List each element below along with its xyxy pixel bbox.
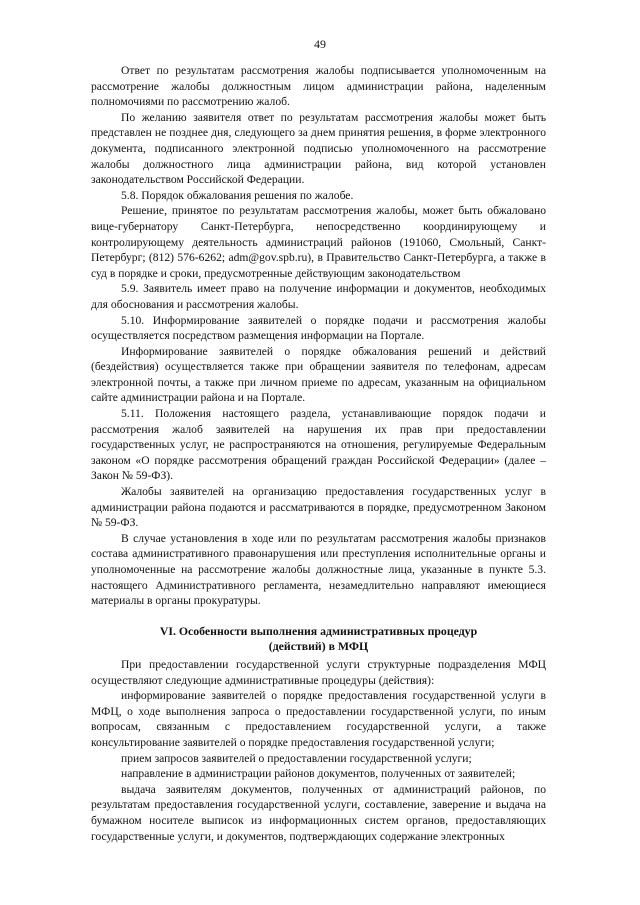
- paragraph: При предоставлении государственной услуги структурные подразделения МФЦ осуществляют следующие административные процедуры (действия):: [91, 657, 546, 687]
- paragraph: 5.10. Информирование заявителей о порядке подачи и рассмотрения жалобы осуществляется посредством размещения информации на Портале.: [91, 313, 546, 343]
- section-heading: [91, 624, 546, 655]
- paragraph: В случае установления в ходе или по результатам рассмотрения жалобы признаков состава административного правонарушения или преступления исполнительные органы и уполномоченные на рассмотрение жалобы должностные лица, указанные в пункте 5.3. настоящего Административного регламента, незамедлительно направляют имеющиеся материалы в органы прокуратуры.: [91, 531, 546, 608]
- paragraph: Ответ по результатам рассмотрения жалобы подписывается уполномоченным на рассмотрение жалобы должностным лицом администрации района, наделенным полномочиями по рассмотрению жалоб.: [91, 64, 546, 109]
- paragraph: прием запросов заявителей о предоставлении государственной услуги;: [121, 751, 472, 765]
- paragraph: Информирование заявителей о порядке обжалования решений и действий (бездействия) осуществляется также при обращении заявителя по телефонам, адресам электронной почты, а также при личном приеме по адресам, указанным на официальном сайте администрации района и на Портале.: [91, 344, 546, 405]
- paragraph: 5.8. Порядок обжалования решения по жалобе.: [121, 188, 354, 202]
- paragraph: По желанию заявителя ответ по результатам рассмотрения жалобы может быть представлен не позднее дня, следующего за днем принятия решения, в форме электронного документа, подписанного электронной подписью уполномоченного на рассмотрение жалобы должностного лица администрации района, вид которой установлен законодательством Российской Федерации.: [91, 110, 546, 187]
- page-body: [91, 63, 546, 844]
- paragraph: Жалобы заявителей на организацию предоставления государственных услуг в администрации района подаются и рассматриваются в порядке, предусмотренном Законом № 59-ФЗ.: [91, 485, 546, 530]
- section-heading-line-2: (действий) в МФЦ: [268, 639, 369, 654]
- paragraph: направление в администрации районов документов, полученных от заявителей;: [121, 767, 516, 781]
- paragraph: выдача заявителям документов, полученных от администраций районов, по результатам предоставления государственной услуги, составление, заверение и выдача на бумажном носителе выписок из информационных систем органов, предоставляющих государственные услуги, и документов, подтверждающих содержание электронных: [91, 782, 546, 843]
- paragraph: Решение, принятое по результатам рассмотрения жалобы, может быть обжаловано вице-губернатору Санкт-Петербурга, непосредственно координирующему и контролирующему деятельность администраций районов (191060, Смольный, Санкт-Петербург; (812) 576-6262; adm@gov.spb.ru), в Правительство Санкт-Петербурга, а также в суд в порядке и сроки, предусмотренные действующим законодательством: [91, 204, 546, 280]
- page-number: 49: [314, 37, 326, 51]
- section-heading-line-1: VI. Особенности выполнения административных процедур: [159, 623, 478, 638]
- paragraph: 5.11. Положения настоящего раздела, устанавливающие порядок подачи и рассмотрения жалоб заявителей на нарушения их прав при предоставлении государственных услуг, не распространяются на отношения, регулируемые Федеральным законом «О порядке рассмотрения обращений граждан Российской Федерации» (далее – Закон № 59-ФЗ).: [91, 407, 546, 483]
- paragraph: информирование заявителей о порядке предоставления государственной услуги в МФЦ, о ходе выполнения запроса о предоставлении государственной услуги, по иным вопросам, связанным с предоставлением государственной услуги, а также консультирование заявителей о порядке предоставления государственной услуги;: [91, 689, 546, 749]
- paragraph: 5.9. Заявитель имеет право на получение информации и документов, необходимых для обоснования и рассмотрения жалобы.: [91, 282, 546, 311]
